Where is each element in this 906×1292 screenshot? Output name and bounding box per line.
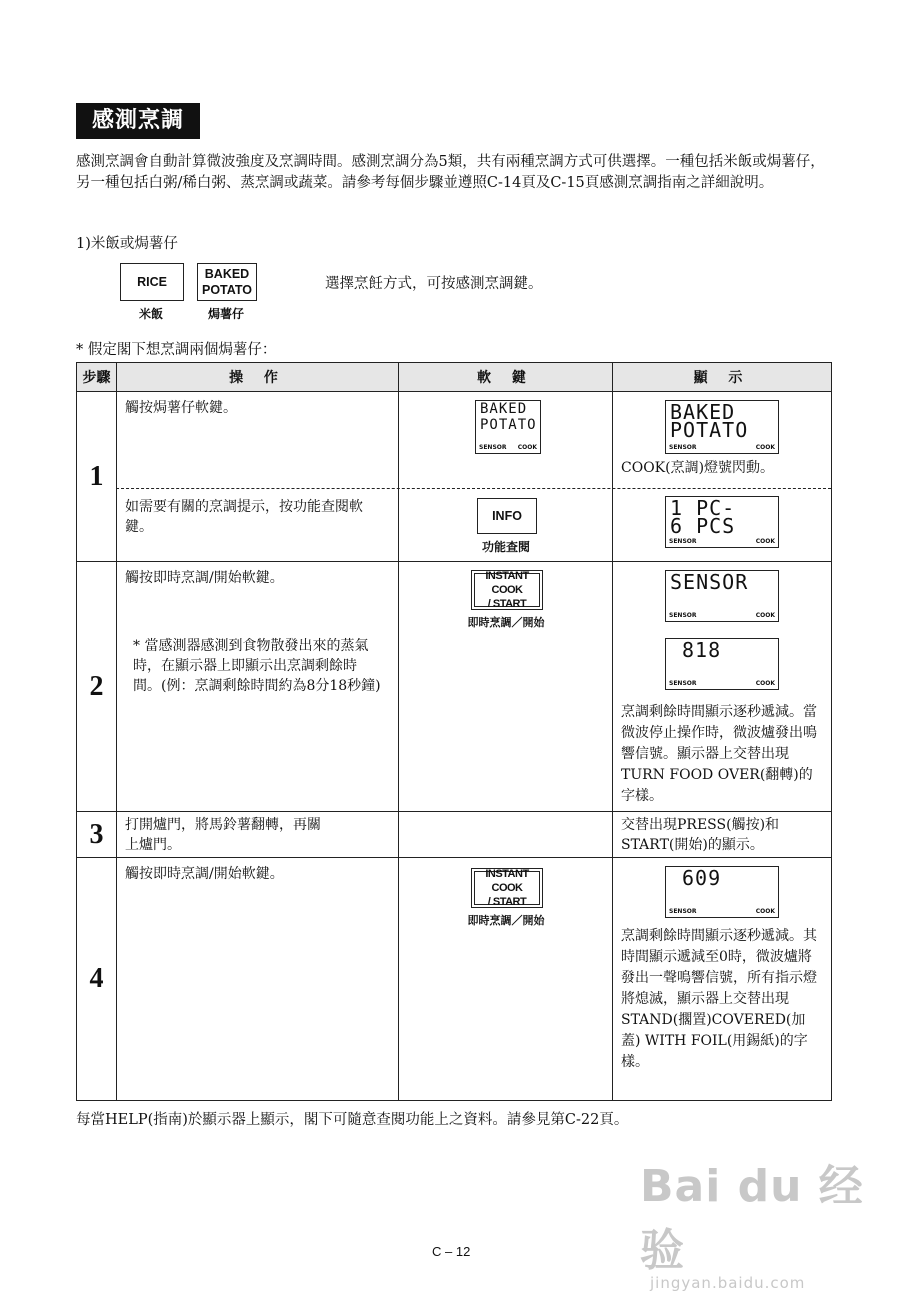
subheading: 1)米飯或焗薯仔 (76, 236, 178, 252)
key-lcd-foot-right: COOK (517, 444, 537, 451)
lcd-line1: 1 PC- (670, 496, 736, 520)
lcd-foot-right: COOK (755, 538, 775, 545)
remaining-time-lcd (665, 866, 779, 918)
step2-note: * 當感測器感測到食物散發出來的蒸氣時，在顯示器上即顯示出烹調剩餘時間。(例：烹調剩餘時間約為8分18秒鐘) (133, 638, 381, 694)
table-row (77, 562, 832, 812)
lcd-line2: POTATO (670, 418, 749, 442)
lcd-line1: 818 (682, 638, 722, 662)
step1-op-b: 如需要有關的烹調提示，按功能查閱軟鍵。 (125, 499, 363, 535)
baked-potato-key-display (475, 400, 541, 454)
baidu-watermark (640, 1150, 906, 1292)
step1-display-text: COOK(烹調)燈號閃動。 (621, 460, 775, 476)
info-key-caption: 功能查閱 (481, 540, 530, 554)
select-instruction: 選擇烹飪方式，可按感測烹調鍵。 (325, 276, 543, 292)
step1-key (399, 392, 613, 562)
info-key-label: INFO (492, 509, 522, 523)
step3-key (399, 812, 613, 858)
step1-dashed-separator (116, 488, 831, 489)
step3-operation (117, 812, 399, 858)
step2-key (399, 562, 613, 812)
step3-display (613, 812, 832, 858)
table-row (77, 392, 832, 562)
step2-display (613, 562, 832, 812)
watermark-brand: Bai du 经验 (640, 1161, 864, 1276)
instant-cook-start-key (471, 868, 543, 908)
potato-caption: 焗薯仔 (207, 307, 244, 321)
step4-key (399, 858, 613, 1101)
lcd-line1: BAKED (670, 400, 736, 424)
step-number: 4 (77, 858, 117, 1101)
rice-key-label: RICE (137, 275, 167, 289)
potato-key-label-1: BAKED (204, 267, 250, 281)
baked-potato-lcd (665, 400, 779, 454)
key-lcd-foot-left: SENSOR (479, 444, 507, 451)
rice-caption: 米飯 (138, 307, 163, 321)
lcd-line2: 6 PCS (670, 514, 736, 538)
sensor-lcd (665, 570, 779, 622)
page-title: 感測烹調 (76, 103, 200, 139)
baked-potato-key (197, 263, 257, 301)
header-key: 軟 鍵 (399, 363, 613, 392)
step4-display-text: 烹調剩餘時間顯示逐秒遞減。其時間顯示遞減至0時，微波爐將發出一聲鳴響信號，所有指示燈將熄滅，顯示器上交替出現 STAND(擱置)COVERED(加蓋) WITH FOIL(用錫紙)的字樣。 (621, 928, 817, 1070)
lcd-foot-left: SENSOR (669, 680, 697, 687)
step2-operation (117, 562, 399, 812)
step4-operation (117, 858, 399, 1101)
step1-display (613, 392, 832, 562)
pcs-lcd (665, 496, 779, 548)
step1-op-a: 觸按焗薯仔軟鍵。 (125, 400, 237, 416)
potato-key-label-2: POTATO (202, 283, 252, 297)
lcd-foot-right: COOK (755, 908, 775, 915)
page-number: C – 12 (432, 1244, 471, 1259)
table-row (77, 812, 832, 858)
instant-cook-caption: 即時烹調／開始 (467, 616, 545, 629)
lcd-foot-left: SENSOR (669, 612, 697, 619)
key-label-2: / START (487, 598, 527, 610)
lcd-foot-left: SENSOR (669, 538, 697, 545)
key-label-1: INSTANT COOK (485, 868, 529, 894)
step3-op: 打開爐門，將馬鈴薯翻轉，再關上爐門。 (125, 817, 321, 853)
key-label-1: INSTANT COOK (485, 570, 529, 596)
assume-note: * 假定閣下想烹調兩個焗薯仔： (76, 342, 277, 358)
remaining-time-lcd (665, 638, 779, 690)
lcd-foot-right: COOK (755, 680, 775, 687)
key-lcd-line1: BAKED (480, 401, 528, 417)
instant-cook-start-key (471, 570, 543, 610)
step-number: 1 (77, 392, 117, 562)
info-key (477, 498, 537, 534)
step2-display-text: 烹調剩餘時間顯示逐秒遞減。當微波停止操作時，微波爐發出鳴響信號。顯示器上交替出現TURN FOOD OVER(翻轉)的字樣。 (621, 704, 817, 804)
watermark-url: jingyan.baidu.com (650, 1274, 806, 1292)
steps-table (76, 362, 832, 1101)
step-number: 3 (77, 812, 117, 858)
lcd-line1: SENSOR (670, 570, 749, 594)
instant-cook-caption: 即時烹調／開始 (467, 914, 545, 927)
key-label-2: / START (487, 896, 527, 908)
step4-op: 觸按即時烹調/開始軟鍵。 (125, 866, 284, 882)
lcd-line1: 609 (682, 866, 722, 890)
table-row (77, 858, 832, 1101)
rice-key (120, 263, 184, 301)
lcd-foot-left: SENSOR (669, 908, 697, 915)
key-lcd-line2: POTATO (480, 417, 537, 433)
header-operation: 操 作 (117, 363, 399, 392)
lcd-foot-right: COOK (755, 612, 775, 619)
step3-display-text: 交替出現PRESS(觸按)和START(開始)的顯示。 (621, 817, 780, 853)
step4-display (613, 858, 832, 1101)
table-header-row (77, 363, 832, 392)
lcd-foot-right: COOK (755, 444, 775, 451)
lcd-foot-left: SENSOR (669, 444, 697, 451)
header-step: 步驟 (77, 363, 117, 392)
step2-op: 觸按即時烹調/開始軟鍵。 (125, 570, 284, 586)
header-display: 顯 示 (613, 363, 832, 392)
intro-paragraph: 感測烹調會自動計算微波強度及烹調時間。感測烹調分為5類，共有兩種烹調方式可供選擇。一種包括米飯或焗薯仔，另一種包括白粥/稀白粥、蒸烹調或蔬菜。請參考每個步驟並遵照C-14頁及C-15頁感測烹調指南之詳細說明。 (76, 154, 825, 191)
step-number: 2 (77, 562, 117, 812)
footnote: 每當HELP(指南)於顯示器上顯示，閣下可隨意查閱功能上之資料。請參見第C-22頁。 (76, 1112, 629, 1128)
step1-operation (117, 392, 399, 562)
